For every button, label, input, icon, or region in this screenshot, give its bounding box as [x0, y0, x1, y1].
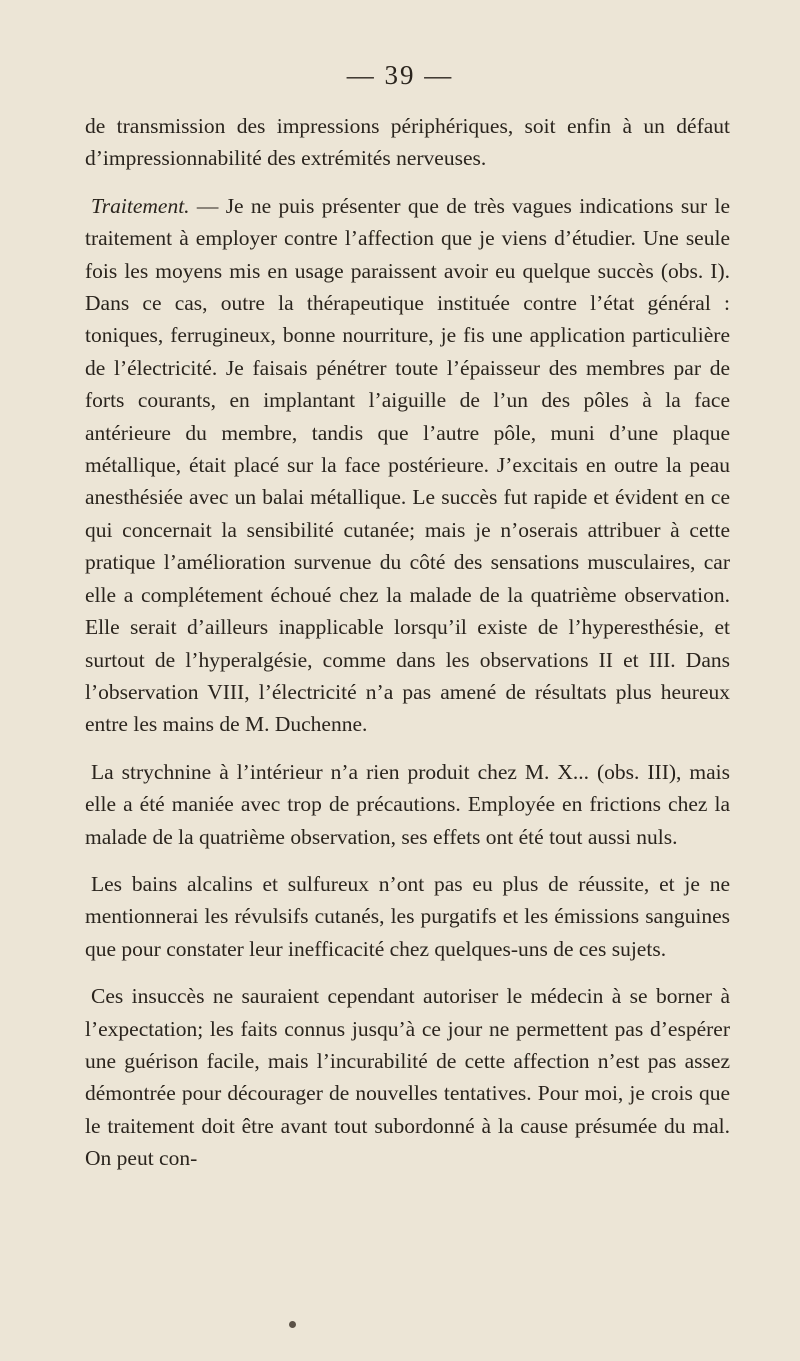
ink-spot-mark [289, 1321, 296, 1328]
page-number: — 39 — [346, 60, 454, 90]
paragraph-5 [85, 980, 730, 1174]
paragraph-1-text: de transmission des impressions périphériques, soit enfin à un défaut d’impressionnabilité des extrémités nerveuses. [85, 114, 730, 171]
paragraph-5-text: Ces insuccès ne sauraient cependant autoriser le médecin à se borner à l’expectation; les faits connus jusqu’à ce jour ne permettent pas d’espérer une guérison facile, mais l’incurabilité de cette affection n’est pas assez démontrée pour décourager de nouvelles tentatives. Pour moi, je crois que le traitement doit être avant tout subordonné à la cause présumée du mal. On peut con- [85, 984, 730, 1171]
paragraph-3-text: La strychnine à l’intérieur n’a rien produit chez M. X... (obs. III), mais elle a été maniée avec trop de précautions. Employée en frictions chez la malade de la quatrième observation, ses effets ont été tout aussi nuls. [85, 759, 730, 849]
paragraph-3 [85, 756, 730, 853]
paragraph-1 [85, 110, 730, 175]
paragraph-4 [85, 868, 730, 965]
paragraph-2-text: — Je ne puis présenter que de très vagues indications sur le traitement à employer contre l’affection que je viens d’étudier. Une seule fois les moyens mis en usage paraissent avoir eu quelque succès (obs. I). Dans ce cas, outre la thérapeutique instituée contre l’état général : toniques, ferrugineux, bonne nourriture, je fis une application particulière de l’électricité. Je faisais pénétrer toute l’épaisseur des membres par de forts courants, en implantant l’aiguille de l’un des pôles à la face antérieure du membre, tandis que l’autre pôle, muni d’une plaque métallique, était placé sur la face postérieure. J’excitais en outre la peau anesthésiée avec un balai métallique. Le succès fut rapide et évident en ce qui concernait la sensibilité cutanée; mais je n’oserais attribuer à cette pratique l’amélioration survenue du côté des sensations musculaires, car elle a complétement échoué chez la malade de la quatrième observation. Elle serait d’ailleurs inapplicable lorsqu’il existe de l’hyperesthésie, et surtout de l’hyperalgésie, comme dans les observations II et III. Dans l’observation VIII, l’électricité n’a pas amené de résultats plus heureux entre les mains de M. Duchenne. [85, 193, 730, 737]
section-heading-traitement: Traitement. [91, 193, 190, 218]
body-text [85, 110, 730, 1175]
paragraph-2 [85, 190, 730, 741]
paragraph-4-text: Les bains alcalins et sulfureux n’ont pas eu plus de réussite, et je ne mentionnerai les révulsifs cutanés, les purgatifs et les émissions sanguines que pour constater leur inefficacité chez quelques-uns de ces sujets. [85, 871, 730, 961]
